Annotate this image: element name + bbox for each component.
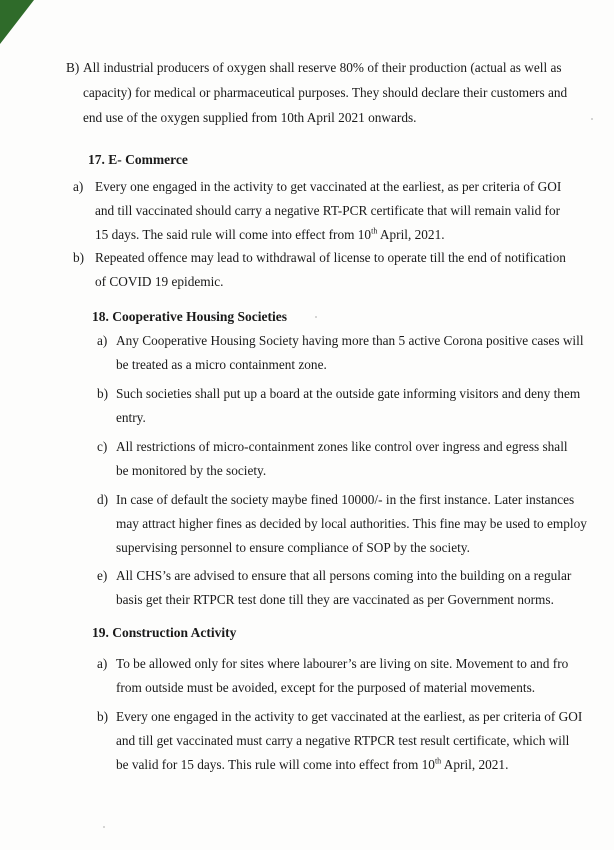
section-17-heading: 17. E- Commerce [88, 152, 188, 167]
sec18-a-marker: a) [97, 333, 108, 348]
sec18-c-line-2: be monitored by the society. [116, 463, 267, 478]
scan-speck [315, 316, 317, 318]
sec18-b-line-1: Such societies shall put up a board at the outside gate informing visitors and deny them [116, 386, 581, 401]
oxygen-line-3: end use of the oxygen supplied from 10th April 2021 onwards. [83, 110, 417, 125]
item-marker-b-oxygen: B) [66, 60, 80, 75]
sec19-a-line-1: To be allowed only for sites where labourer’s are living on site. Movement to and fro [116, 656, 569, 671]
sec18-a-line-2: be treated as a micro containment zone. [116, 357, 327, 372]
sec18-d-marker: d) [97, 492, 109, 507]
sec18-d-line-3: supervising personnel to ensure compliance of SOP by the society. [116, 540, 470, 555]
oxygen-line-2: capacity) for medical or pharmaceutical purposes. They should declare their customers and [83, 85, 568, 100]
sec18-b-line-2: entry. [116, 410, 146, 425]
sec17-a-line-2: and till vaccinated should carry a negative RT-PCR certificate that will remain valid for [95, 203, 561, 218]
sec17-a-superscript: th [371, 226, 378, 236]
sec19-b-superscript: th [434, 756, 442, 766]
section-18-heading: 18. Cooperative Housing Societies [92, 309, 287, 324]
sec18-c-marker: c) [97, 439, 108, 454]
sec17-b-line-1: Repeated offence may lead to withdrawal of license to operate till the end of notification [95, 250, 566, 265]
sec18-a-line-1: Any Cooperative Housing Society having more than 5 active Corona positive cases will [116, 333, 584, 348]
green-corner-mark [0, 0, 34, 44]
sec17-a-line-3-end: April, 2021. [377, 227, 445, 242]
oxygen-line-1: All industrial producers of oxygen shall reserve 80% of their production (actual as well as [83, 60, 562, 75]
sec19-b-line-1: Every one engaged in the activity to get vaccinated at the earliest, as per criteria of GOI [116, 709, 583, 724]
sec18-b-marker: b) [97, 386, 109, 401]
sec17-a-line-3 [95, 227, 445, 243]
scan-speck [103, 826, 105, 828]
sec19-a-marker: a) [97, 656, 108, 671]
sec17-a-marker: a) [73, 179, 84, 194]
sec18-e-line-2: basis get their RTPCR test done till they are vaccinated as per Government norms. [116, 592, 554, 607]
sec18-d-line-1: In case of default the society maybe fined 10000/- in the first instance. Later instances [116, 492, 575, 507]
sec18-c-line-1: All restrictions of micro-containment zones like control over ingress and egress shall [116, 439, 568, 454]
sec19-b-line-3-end: April, 2021. [441, 757, 509, 772]
sec17-b-line-2: of COVID 19 epidemic. [95, 274, 224, 289]
sec19-b-line-3-text: be valid for 15 days. This rule will come into effect from 10 [116, 757, 435, 772]
sec18-e-line-1: All CHS’s are advised to ensure that all persons coming into the building on a regular [116, 568, 572, 583]
sec19-a-line-2: from outside must be avoided, except for the purposed of material movements. [116, 680, 536, 695]
section-19-heading: 19. Construction Activity [92, 625, 237, 640]
sec18-d-line-2: may attract higher fines as decided by local authorities. This fine may be used to employ [116, 516, 587, 531]
sec17-a-line-3-text: 15 days. The said rule will come into effect from 10 [95, 227, 372, 242]
sec17-b-marker: b) [73, 250, 85, 265]
sec17-a-line-1: Every one engaged in the activity to get vaccinated at the earliest, as per criteria of GOI [95, 179, 562, 194]
sec19-b-line-2: and till get vaccinated must carry a negative RTPCR test result certificate, which will [116, 733, 570, 748]
sec18-e-marker: e) [97, 568, 108, 583]
sec19-b-marker: b) [97, 709, 109, 724]
scan-speck [591, 118, 593, 120]
sec19-b-line-3 [116, 757, 508, 773]
